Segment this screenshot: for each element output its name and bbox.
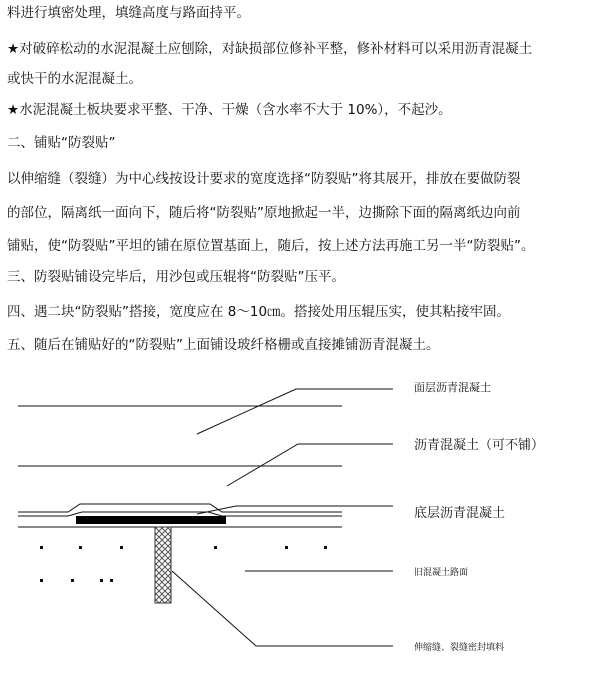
leader-asphalt-layer [227, 444, 393, 486]
text-line-4: ★水泥混凝土板块要求平整、干净、干燥（含水率不大于 10%），不起沙。 [7, 102, 452, 118]
label-surface-layer: 面层沥青混凝土 [414, 381, 491, 394]
text-line-9: 三、防裂贴铺设完毕后，用沙包或压辊将“防裂贴”压平。 [7, 269, 345, 285]
text-line-10: 四、遇二块“防裂贴”搭接，宽度应在 8～10㎝。搭接处用压辊压实，使其粘接牢固。 [7, 304, 511, 320]
label-base-layer: 底层沥青混凝土 [414, 506, 506, 521]
label-joint-sealant: 伸缩缝、裂缝密封填料 [414, 643, 505, 653]
base-layer-line [18, 504, 342, 512]
anti-crack-patch [76, 516, 226, 524]
text-line-3: 或快干的水泥混凝土。 [7, 71, 142, 87]
label-asphalt-layer: 沥青混凝土（可不铺） [414, 438, 545, 453]
text-line-6: 以伸缩缝（裂缝）为中心线按设计要求的宽度选择“防裂贴”将其展开，排放在要做防裂 [7, 171, 521, 187]
leader-base-layer [197, 506, 393, 514]
aggregate-dots [40, 546, 327, 582]
text-line-11: 五、随后在铺贴好的“防裂贴”上面铺设玻纤格栅或直接摊铺沥青混凝土。 [7, 337, 440, 353]
text-line-8: 铺贴，使“防裂贴”平坦的铺在原位置基面上，随后，按上述方法再施工另一半“防裂贴”。 [7, 238, 535, 254]
text-line-2: ★对破碎松动的水泥混凝土应刨除，对缺损部位修补平整，修补材料可以采用沥青混凝土 [7, 41, 533, 57]
section-heading-2: 二、铺贴“防裂贴” [7, 135, 116, 151]
text-line-7: 的部位，隔离纸一面向下，随后将“防裂贴”原地掀起一半，边撕除下面的隔离纸边向前 [7, 205, 521, 221]
leader-surface-layer [197, 389, 393, 434]
joint-sealant-fill [155, 527, 171, 603]
text-line-1: 料进行填密处理，填缝高度与路面持平。 [7, 5, 250, 21]
leader-joint-sealant [172, 571, 393, 646]
base-layer-line-lower [18, 512, 342, 516]
label-old-pavement: 旧混凝土路面 [414, 568, 469, 578]
